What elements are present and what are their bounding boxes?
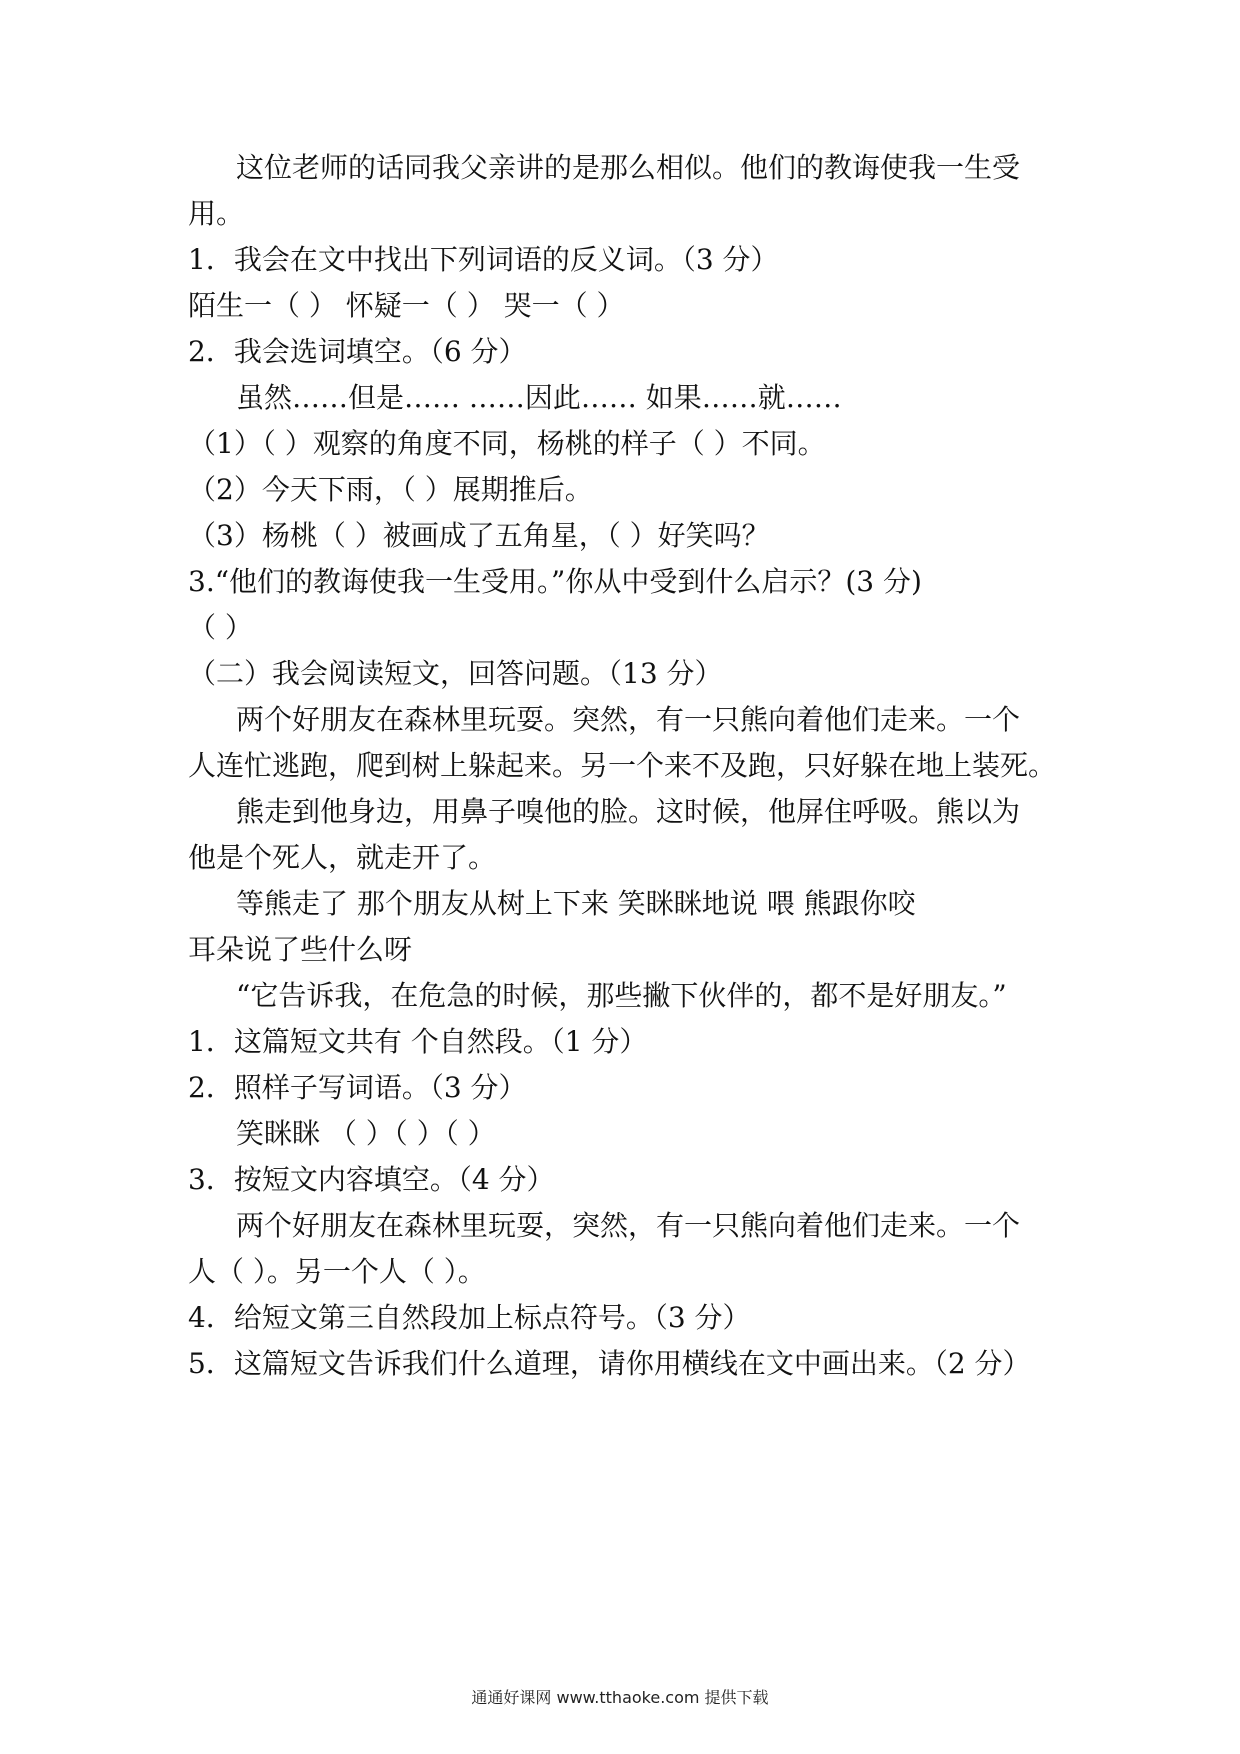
question-3: 3.“他们的教诲使我一生受用。”你从中受到什么启示？(3 分) (188, 565, 922, 598)
reading-q4: 4．给短文第三自然段加上标点符号。（3 分） (188, 1301, 751, 1334)
story-line-2: 人连忙逃跑，爬到树上躲起来。另一个来不及跑，只好躲在地上装死。 (188, 749, 1057, 782)
antonym-blanks: 陌生一（ ） 怀疑一（ ） 哭一（ ） (188, 289, 625, 322)
story-line-1: 两个好朋友在森林里玩耍。突然，有一只熊向着他们走来。一个 (236, 703, 1021, 736)
fill-blank-1: （1）（ ）观察的角度不同，杨桃的样子（ ）不同。 (188, 427, 826, 460)
reading-q5: 5．这篇短文告诉我们什么道理，请你用横线在文中画出来。（2 分） (188, 1347, 1031, 1380)
story-line-4: 他是个死人，就走开了。 (188, 841, 497, 874)
question-2: 2．我会选词填空。（6 分） (188, 335, 527, 368)
passage-line-2: 用。 (188, 197, 245, 230)
footer-credit: 通通好课网 www.tthaoke.com 提供下载 (471, 1688, 769, 1707)
question-1: 1．我会在文中找出下列词语的反义词。（3 分） (188, 243, 779, 276)
reading-q3-line-2: 人（ ）。另一个人（ ）。 (188, 1255, 486, 1288)
reading-q1: 1．这篇短文共有 个自然段。（1 分） (188, 1025, 648, 1058)
fill-blank-2: （2）今天下雨，（ ）展期推后。 (188, 473, 593, 506)
section-two-title: （二）我会阅读短文，回答问题。（13 分） (188, 657, 723, 690)
story-line-5: 等熊走了 那个朋友从树上下来 笑眯眯地说 喂 熊跟你咬 (236, 887, 916, 920)
story-line-3: 熊走到他身边，用鼻子嗅他的脸。这时候，他屏住呼吸。熊以为 (236, 795, 1021, 828)
word-choices: 虽然……但是…… ……因此…… 如果……就…… (236, 381, 842, 414)
fill-blank-3: （3）杨桃（ ）被画成了五角星，（ ）好笑吗？ (188, 519, 770, 552)
answer-blank: （ ） (188, 611, 253, 644)
story-line-7: “它告诉我，在危急的时候，那些撇下伙伴的，都不是好朋友。” (236, 979, 1007, 1012)
passage-line-1: 这位老师的话同我父亲讲的是那么相似。他们的教诲使我一生受 (236, 151, 1021, 184)
reading-q2: 2．照样子写词语。（3 分） (188, 1071, 527, 1104)
reading-q3-line-1: 两个好朋友在森林里玩耍，突然，有一只熊向着他们走来。一个 (236, 1209, 1021, 1242)
reading-q2-blanks: 笑眯眯 （ ）（ ）（ ） (236, 1117, 496, 1150)
reading-q3: 3．按短文内容填空。（4 分） (188, 1163, 555, 1196)
story-line-6: 耳朵说了些什么呀 (188, 933, 413, 966)
